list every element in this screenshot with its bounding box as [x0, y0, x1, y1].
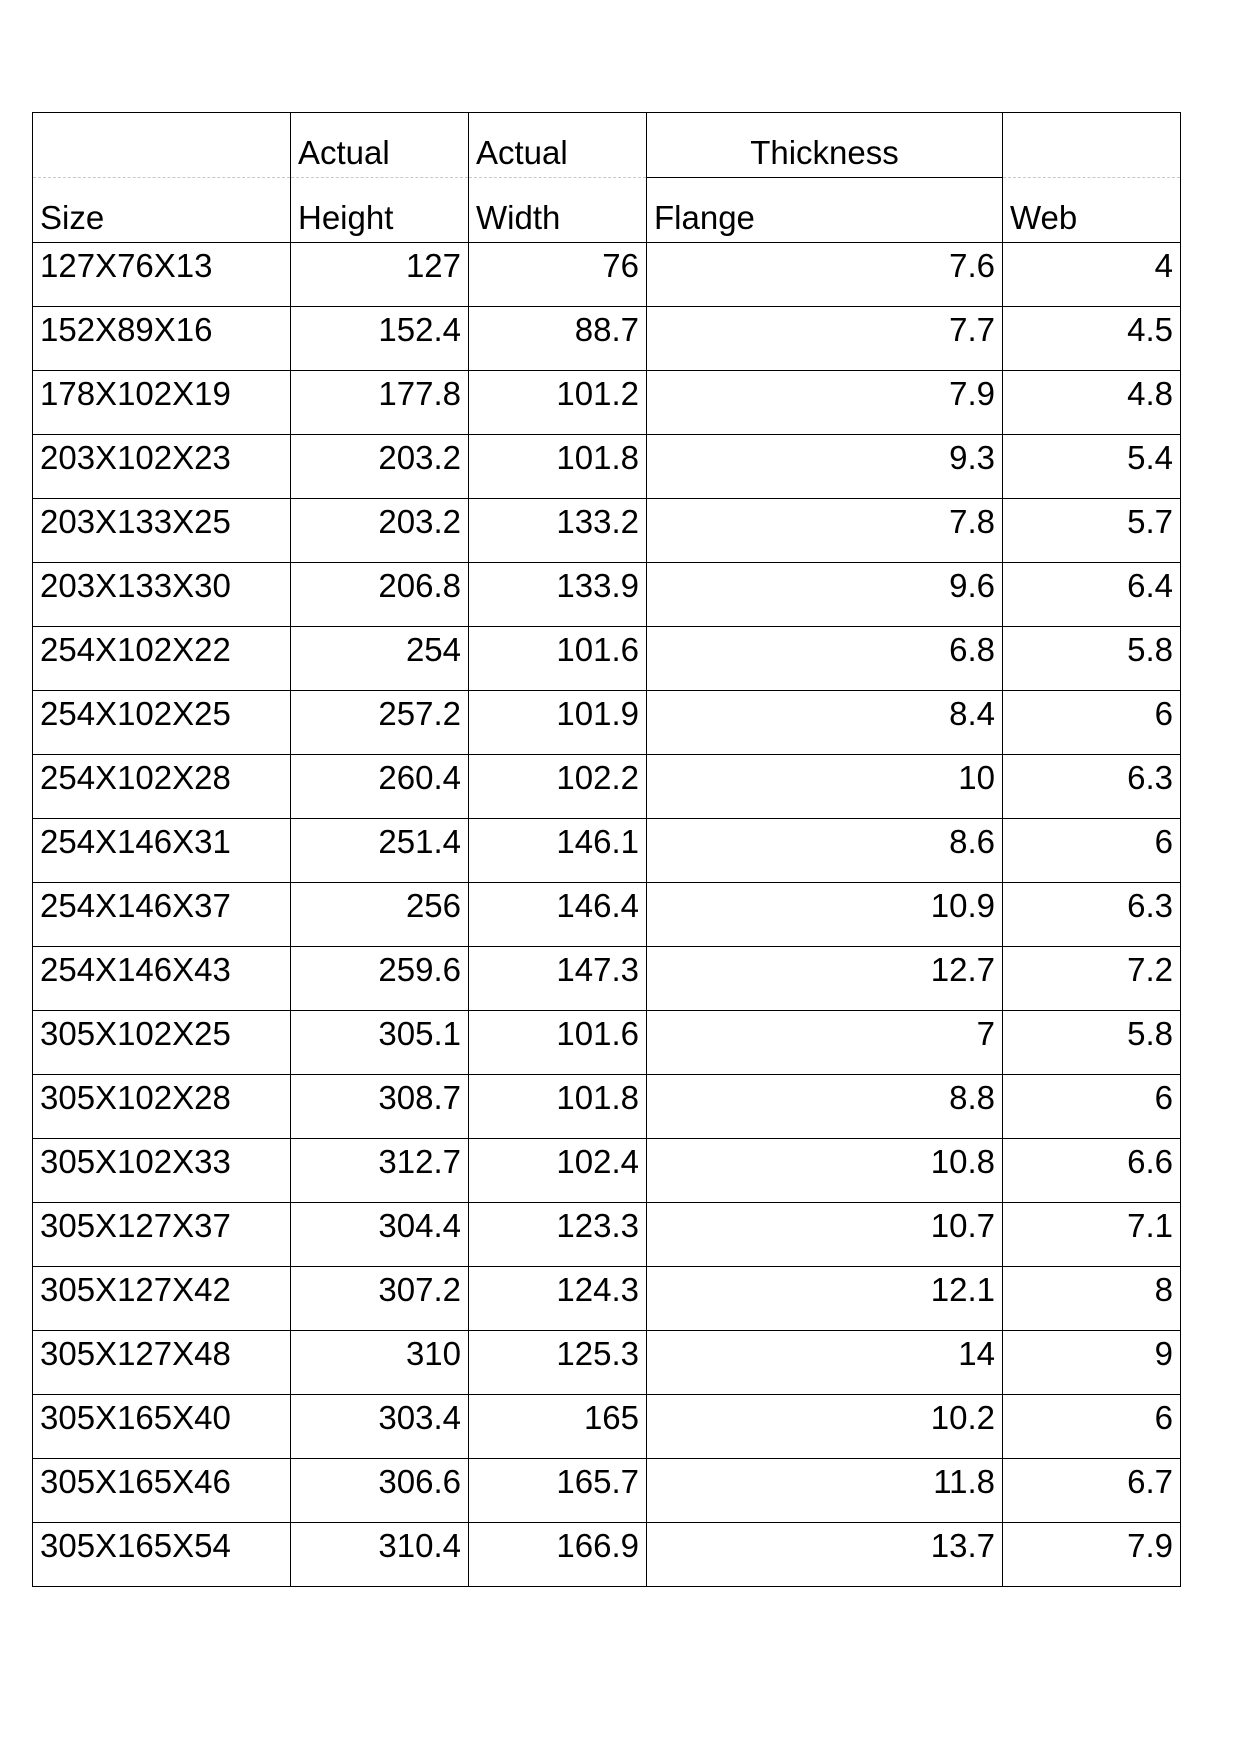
cell-width: 147.3 — [469, 947, 647, 1011]
cell-width: 146.4 — [469, 883, 647, 947]
cell-flange: 13.7 — [647, 1523, 1003, 1587]
section-properties-table — [32, 112, 1181, 1587]
table-row — [33, 243, 1181, 307]
cell-width: 101.8 — [469, 435, 647, 499]
header-size-top — [33, 113, 291, 178]
cell-web: 5.7 — [1003, 499, 1181, 563]
cell-height: 260.4 — [291, 755, 469, 819]
cell-web: 6.3 — [1003, 755, 1181, 819]
cell-flange: 7.8 — [647, 499, 1003, 563]
cell-flange: 10.7 — [647, 1203, 1003, 1267]
cell-size: 254X146X37 — [33, 883, 291, 947]
cell-size: 203X133X25 — [33, 499, 291, 563]
cell-size: 203X133X30 — [33, 563, 291, 627]
header-width: Width — [469, 178, 647, 243]
table-row — [33, 1139, 1181, 1203]
cell-flange: 7 — [647, 1011, 1003, 1075]
cell-flange: 9.6 — [647, 563, 1003, 627]
table-row — [33, 1331, 1181, 1395]
cell-height: 303.4 — [291, 1395, 469, 1459]
cell-size: 152X89X16 — [33, 307, 291, 371]
cell-web: 5.8 — [1003, 1011, 1181, 1075]
cell-height: 257.2 — [291, 691, 469, 755]
header-thickness: Thickness — [647, 113, 1003, 178]
cell-width: 146.1 — [469, 819, 647, 883]
header-row-bottom — [33, 178, 1181, 243]
header-size: Size — [33, 178, 291, 243]
cell-flange: 7.9 — [647, 371, 1003, 435]
cell-flange: 10.8 — [647, 1139, 1003, 1203]
cell-width: 124.3 — [469, 1267, 647, 1331]
cell-width: 101.2 — [469, 371, 647, 435]
cell-web: 5.8 — [1003, 627, 1181, 691]
header-height: Height — [291, 178, 469, 243]
cell-flange: 8.6 — [647, 819, 1003, 883]
cell-width: 101.6 — [469, 627, 647, 691]
header-height-top: Actual — [291, 113, 469, 178]
cell-web: 6 — [1003, 1075, 1181, 1139]
cell-size: 254X102X22 — [33, 627, 291, 691]
cell-web: 9 — [1003, 1331, 1181, 1395]
cell-size: 305X165X40 — [33, 1395, 291, 1459]
cell-size: 254X102X25 — [33, 691, 291, 755]
cell-web: 6.3 — [1003, 883, 1181, 947]
cell-size: 305X127X42 — [33, 1267, 291, 1331]
cell-height: 259.6 — [291, 947, 469, 1011]
cell-height: 312.7 — [291, 1139, 469, 1203]
cell-size: 305X127X48 — [33, 1331, 291, 1395]
header-web-top — [1003, 113, 1181, 178]
cell-size: 203X102X23 — [33, 435, 291, 499]
table-row — [33, 563, 1181, 627]
cell-height: 308.7 — [291, 1075, 469, 1139]
cell-height: 152.4 — [291, 307, 469, 371]
cell-flange: 8.8 — [647, 1075, 1003, 1139]
header-flange: Flange — [647, 178, 1003, 243]
cell-height: 203.2 — [291, 499, 469, 563]
cell-size: 127X76X13 — [33, 243, 291, 307]
table-row — [33, 1395, 1181, 1459]
cell-size: 305X102X28 — [33, 1075, 291, 1139]
cell-flange: 11.8 — [647, 1459, 1003, 1523]
cell-web: 5.4 — [1003, 435, 1181, 499]
cell-width: 123.3 — [469, 1203, 647, 1267]
cell-width: 133.2 — [469, 499, 647, 563]
cell-height: 307.2 — [291, 1267, 469, 1331]
cell-web: 6 — [1003, 1395, 1181, 1459]
cell-width: 133.9 — [469, 563, 647, 627]
cell-size: 254X146X43 — [33, 947, 291, 1011]
table-row — [33, 307, 1181, 371]
cell-flange: 7.7 — [647, 307, 1003, 371]
cell-width: 102.2 — [469, 755, 647, 819]
cell-web: 6.7 — [1003, 1459, 1181, 1523]
cell-height: 254 — [291, 627, 469, 691]
cell-size: 305X102X33 — [33, 1139, 291, 1203]
cell-web: 7.9 — [1003, 1523, 1181, 1587]
cell-flange: 10.2 — [647, 1395, 1003, 1459]
cell-height: 203.2 — [291, 435, 469, 499]
table-row — [33, 1203, 1181, 1267]
cell-size: 305X127X37 — [33, 1203, 291, 1267]
header-web: Web — [1003, 178, 1181, 243]
cell-web: 6 — [1003, 819, 1181, 883]
cell-height: 177.8 — [291, 371, 469, 435]
cell-flange: 10.9 — [647, 883, 1003, 947]
table-row — [33, 691, 1181, 755]
cell-width: 165.7 — [469, 1459, 647, 1523]
cell-web: 4.8 — [1003, 371, 1181, 435]
table-row — [33, 883, 1181, 947]
cell-height: 206.8 — [291, 563, 469, 627]
cell-flange: 6.8 — [647, 627, 1003, 691]
cell-web: 6.6 — [1003, 1139, 1181, 1203]
cell-width: 102.4 — [469, 1139, 647, 1203]
cell-size: 254X146X31 — [33, 819, 291, 883]
cell-flange: 10 — [647, 755, 1003, 819]
cell-size: 254X102X28 — [33, 755, 291, 819]
table-row — [33, 499, 1181, 563]
cell-flange: 12.1 — [647, 1267, 1003, 1331]
cell-width: 101.9 — [469, 691, 647, 755]
cell-size: 178X102X19 — [33, 371, 291, 435]
table-row — [33, 819, 1181, 883]
table-row — [33, 1459, 1181, 1523]
table-row — [33, 755, 1181, 819]
cell-web: 8 — [1003, 1267, 1181, 1331]
table-row — [33, 627, 1181, 691]
table-row — [33, 1011, 1181, 1075]
cell-web: 6 — [1003, 691, 1181, 755]
header-row-top — [33, 113, 1181, 178]
table-row — [33, 1075, 1181, 1139]
cell-web: 7.1 — [1003, 1203, 1181, 1267]
cell-width: 88.7 — [469, 307, 647, 371]
cell-height: 304.4 — [291, 1203, 469, 1267]
table-row — [33, 947, 1181, 1011]
table-row — [33, 1523, 1181, 1587]
cell-web: 4 — [1003, 243, 1181, 307]
cell-width: 101.6 — [469, 1011, 647, 1075]
cell-height: 251.4 — [291, 819, 469, 883]
cell-width: 166.9 — [469, 1523, 647, 1587]
cell-height: 310.4 — [291, 1523, 469, 1587]
cell-height: 127 — [291, 243, 469, 307]
cell-flange: 12.7 — [647, 947, 1003, 1011]
cell-height: 310 — [291, 1331, 469, 1395]
cell-width: 76 — [469, 243, 647, 307]
cell-width: 125.3 — [469, 1331, 647, 1395]
cell-web: 4.5 — [1003, 307, 1181, 371]
cell-size: 305X102X25 — [33, 1011, 291, 1075]
cell-height: 256 — [291, 883, 469, 947]
cell-size: 305X165X54 — [33, 1523, 291, 1587]
cell-flange: 7.6 — [647, 243, 1003, 307]
table-row — [33, 1267, 1181, 1331]
table-row — [33, 371, 1181, 435]
table-row — [33, 435, 1181, 499]
cell-flange: 9.3 — [647, 435, 1003, 499]
cell-width: 101.8 — [469, 1075, 647, 1139]
cell-flange: 14 — [647, 1331, 1003, 1395]
header-width-top: Actual — [469, 113, 647, 178]
cell-flange: 8.4 — [647, 691, 1003, 755]
cell-web: 6.4 — [1003, 563, 1181, 627]
cell-size: 305X165X46 — [33, 1459, 291, 1523]
cell-height: 305.1 — [291, 1011, 469, 1075]
cell-web: 7.2 — [1003, 947, 1181, 1011]
cell-height: 306.6 — [291, 1459, 469, 1523]
cell-width: 165 — [469, 1395, 647, 1459]
